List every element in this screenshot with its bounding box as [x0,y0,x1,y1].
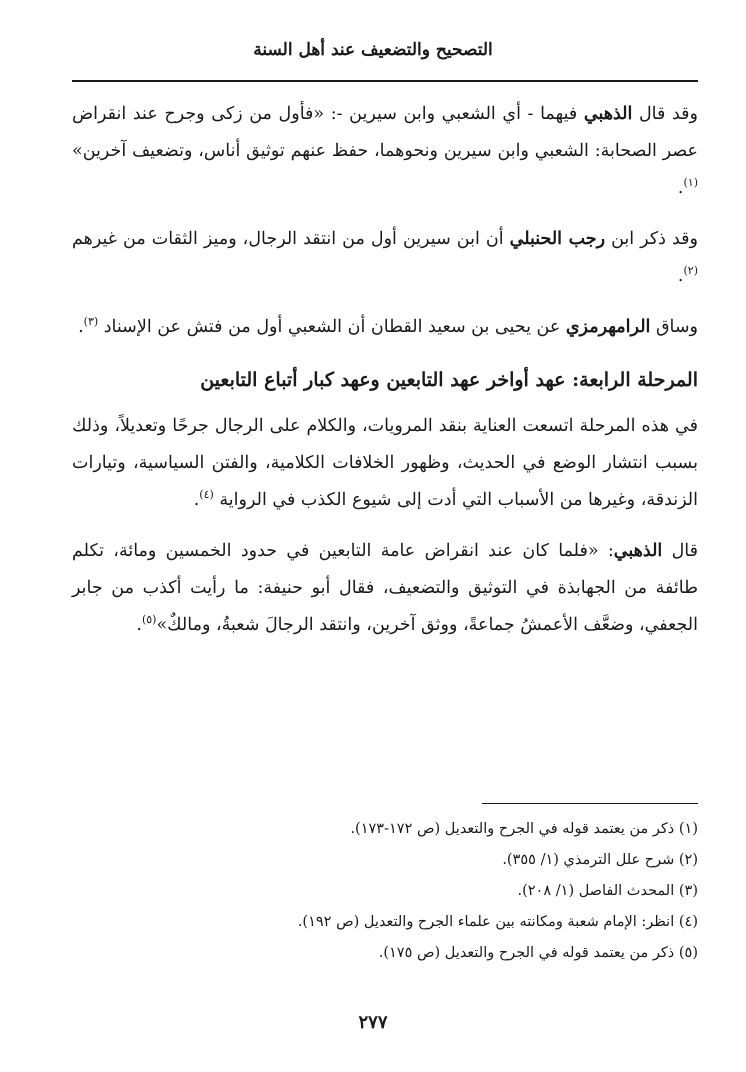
text: . [677,266,684,286]
page-number: ٢٧٧ [358,1012,388,1033]
footnote-ref: (٣) [83,315,99,329]
paragraph-2 [72,221,698,295]
text: فيهما - أي الشعبي وابن سيرين -: «فأول من زكى وجرح عند انقراض عصر الصحابة: الشعبي وابن سيرين ونحوهما، حفظ عنهم توثيق أناس، وتضعيف آخرين» [72,104,698,161]
bold-name: الرامهرمزي [565,317,651,337]
text: أن ابن سيرين أول من انتقد الرجال، وميز الثقات من غيرهم [72,229,510,249]
text: : «فلما كان عند انقراض عامة التابعين في حدود الخمسين ومائة، تكلم طائفة من الجهابذة في التوثيق والتضعيف، فقال أبو حنيفة: ما رأيت أكذب من جابر الجعفي، وضعَّف الأعمشُ جماعةً، ووثق آخرين، وانتقد الرجالَ شعبةُ، ومالكٌ» [72,541,698,635]
footnote-2: (٢) شرح علل الترمذي (١/ ٣٥٥). [502,852,698,868]
paragraph-1 [72,96,698,207]
section-heading: المرحلة الرابعة: عهد أواخر عهد التابعين وعهد كبار أتباع التابعين [200,369,698,391]
text: . [677,178,684,198]
main-text [72,96,698,658]
footnote-4: (٤) انظر: الإمام شعبة ومكانته بين علماء الجرح والتعديل (ص ١٩٢). [297,914,698,930]
footnote-ref: (٤) [199,488,214,502]
footnote-ref: (٢) [683,264,698,278]
paragraph-5 [72,533,698,644]
footnote-1: (١) ذكر من يعتمد قوله في الجرح والتعديل (ص ١٧٢-١٧٣). [350,821,698,837]
bold-name: الذهبي [583,104,633,124]
footnote-divider [482,803,698,804]
text: . [193,490,200,510]
footnote-ref: (١) [683,176,698,190]
text: وساق [650,317,698,337]
footnote-ref: (٥) [141,613,157,627]
text: . [78,317,84,337]
running-header-title: التصحيح والتضعيف عند أهل السنة [253,40,493,60]
text: وقد قال [632,104,698,124]
footnote-3: (٣) المحدث الفاصل (١/ ٢٠٨). [517,883,698,899]
footnote-5: (٥) ذكر من يعتمد قوله في الجرح والتعديل (ص ١٧٥). [378,945,698,961]
text: قال [662,541,699,561]
text: في هذه المرحلة اتسعت العناية بنقد المرويات، والكلام على الرجال جرحًا وتعديلاً، وذلك بسبب انتشار الوضع في الحديث، وظهور الخلافات الكلامية، والفتن السياسية، وتيارات الزندقة، وغيرها من الأسباب التي أدت إلى شيوع الكذب في الرواية [72,416,698,510]
bold-name: رجب الحنبلي [509,229,606,249]
text: وقد ذكر ابن [605,229,698,249]
paragraph-3 [72,309,698,346]
footnotes [72,814,698,969]
bold-name: الذهبي [613,541,663,561]
paragraph-4 [72,408,698,519]
text: . [136,615,142,635]
text: عن يحيى بن سعيد القطان أن الشعبي أول من فتش عن الإسناد [103,317,566,337]
header-divider [72,80,698,82]
